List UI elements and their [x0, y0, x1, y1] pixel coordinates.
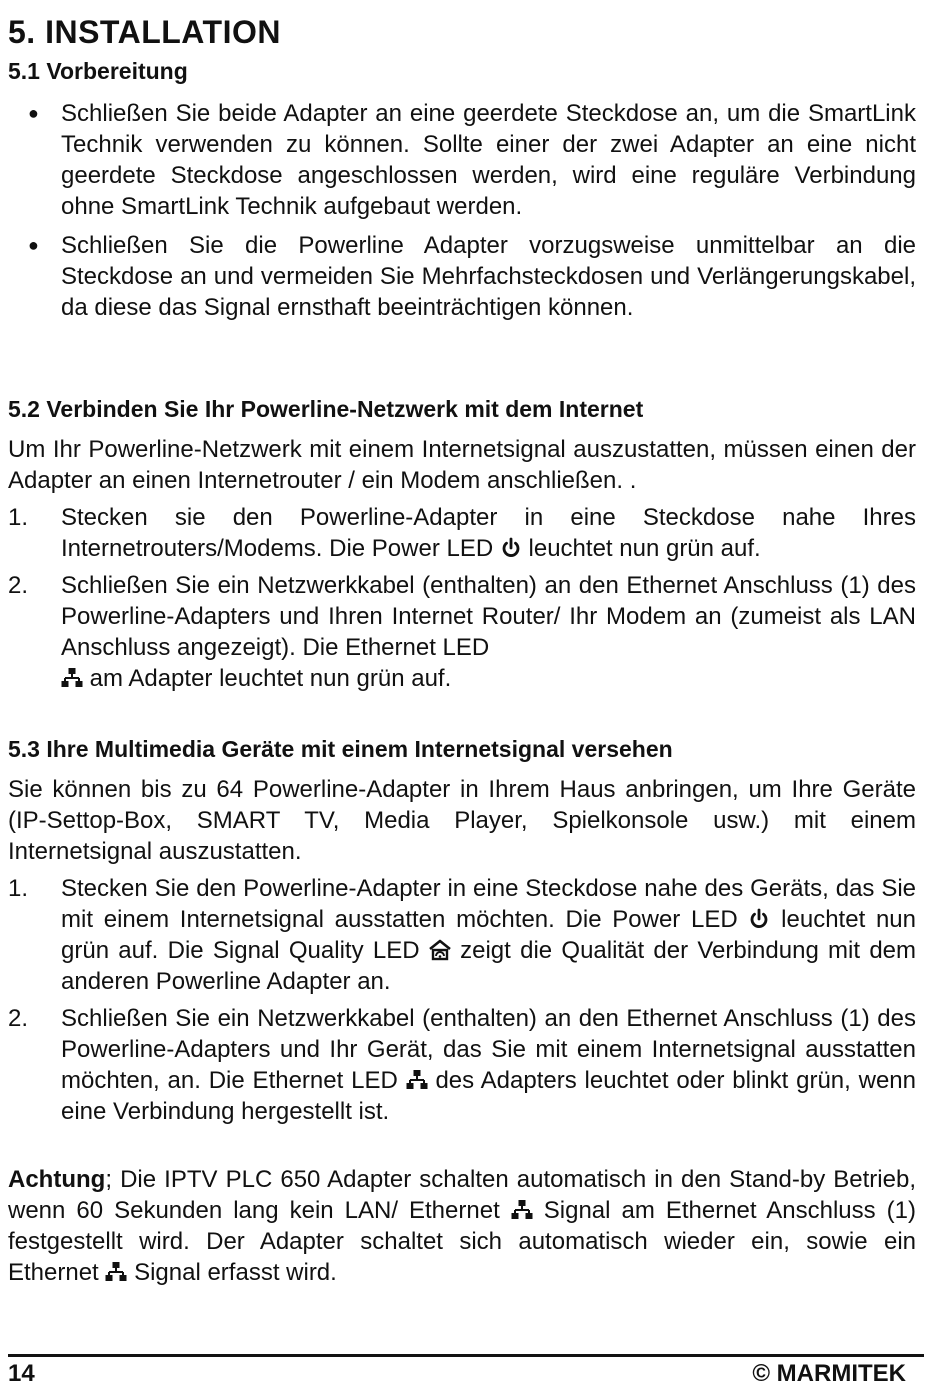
power-icon: [748, 908, 770, 930]
power-icon: [500, 537, 522, 559]
step-number: 2.: [8, 572, 29, 599]
bullet: ●: [28, 235, 39, 255]
brand-mark: © MARMITEK: [752, 1360, 906, 1387]
step-text: Stecken Sie den Powerline-Adapter in eine Steckdose nahe des Geräts, das Sie mit einem Internetsignal ausstatten möchten. Die Power LED leuchtet nun grün auf. Die Signal Quality LED zeigt die Qualität der Verbindung mit dem anderen Powerline Adapter an.: [61, 875, 917, 995]
chapter-heading: 5. INSTALLATION: [8, 14, 281, 50]
list-item: [8, 230, 916, 323]
footer-divider: [8, 1354, 924, 1357]
ethernet-icon: [105, 1261, 127, 1283]
section-5-3-intro: Sie können bis zu 64 Powerline-Adapter in Ihrem Haus anbringen, um Ihre Geräte (IP-Settop-Box, SMART TV, Media Player, Spielkonsole usw.) mit einem Internetsignal auszustatten.: [8, 776, 916, 865]
warning-paragraph: Achtung; Die IPTV PLC 650 Adapter schalten automatisch in den Stand-by Betrieb, wenn 60 Sekunden lang kein LAN/ Ethernet Signal am Ethernet Anschluss (1) festgestellt wird. Der Adapter schaltet sich automatisch wieder ein, sowie ein Ethernet Signal erfasst wird.: [8, 1166, 916, 1286]
bullet-text: Schließen Sie die Powerline Adapter vorzugsweise unmittelbar an die Steckdose an und vermeiden Sie Mehrfachsteckdosen und Verlängerungskabel, da diese das Signal ernsthaft beeinträchtigen können.: [61, 232, 916, 321]
list-item: [8, 570, 916, 694]
step-text: Stecken sie den Powerline-Adapter in eine Steckdose nahe Ihres Internetrouters/Modems. Die Power LED leuchtet nun grün auf.: [61, 504, 916, 562]
page-number: 14: [8, 1360, 35, 1387]
list-item: [8, 873, 916, 997]
list-item: [8, 502, 916, 564]
step-number: 2.: [8, 1005, 29, 1032]
section-5-2-intro: Um Ihr Powerline-Netzwerk mit einem Internetsignal auszustatten, müssen einen der Adapter an einen Internetrouter / ein Modem anschließen. .: [8, 436, 916, 494]
step-text: Schließen Sie ein Netzwerkkabel (enthalten) an den Ethernet Anschluss (1) des Powerline-Adapters und Ihren Internet Router/ Ihr Modem an (zumeist als LAN Anschluss angezeigt). Die Ethernet LED am Adapter leuchtet nun grün auf.: [61, 572, 916, 692]
section-5-3-title: 5.3 Ihre Multimedia Geräte mit einem Internetsignal versehen: [8, 736, 673, 762]
warning-label: Achtung: [8, 1166, 106, 1193]
list-item: [8, 98, 916, 222]
step-text: Schließen Sie ein Netzwerkkabel (enthalten) an den Ethernet Anschluss (1) des Powerline-Adapters und Ihr Gerät, das Sie mit einem Internetsignal ausstatten möchten, an. Die Ethernet LED des Adapters leuchtet oder blinkt grün, wenn eine Verbindung hergestellt ist.: [61, 1005, 917, 1125]
section-5-2-title: 5.2 Verbinden Sie Ihr Powerline-Netzwerk mit dem Internet: [8, 396, 644, 422]
step-number: 1.: [8, 504, 29, 531]
step-number: 1.: [8, 875, 29, 902]
section-5-1-title: 5.1 Vorbereitung: [8, 58, 188, 84]
bullet: ●: [28, 103, 39, 123]
signal-quality-icon: [429, 939, 451, 961]
ethernet-icon: [406, 1069, 428, 1091]
ethernet-icon: [61, 667, 83, 689]
ethernet-icon: [511, 1199, 533, 1221]
list-item: [8, 1003, 916, 1127]
bullet-text: Schließen Sie beide Adapter an eine geerdete Steckdose an, um die SmartLink Technik verwenden zu können. Sollte einer der zwei Adapter an eine nicht geerdete Steckdose angeschlossen werden, wird eine reguläre Verbindung ohne SmartLink Technik aufgebaut werden.: [61, 100, 916, 220]
